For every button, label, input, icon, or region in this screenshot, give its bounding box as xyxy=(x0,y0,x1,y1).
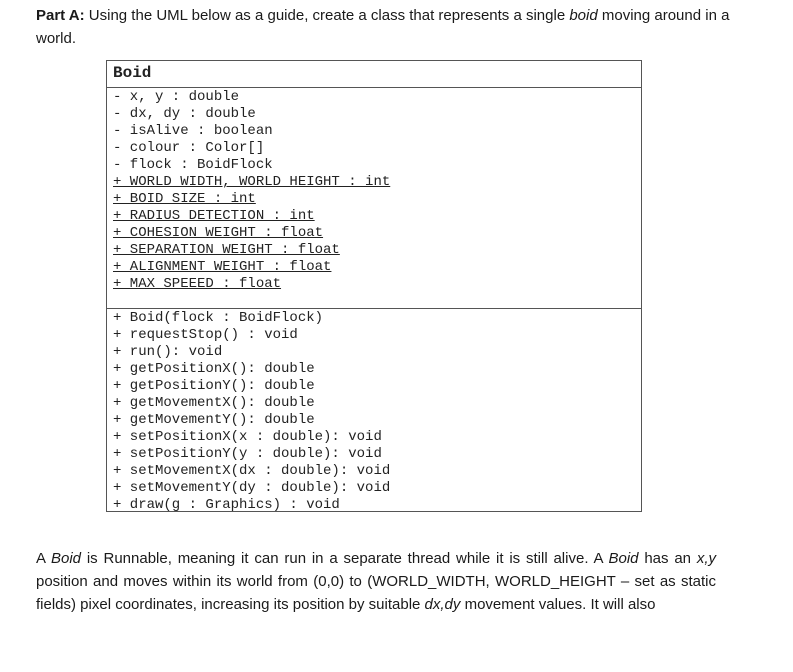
uml-class-diagram xyxy=(106,60,642,512)
uml-method: + getMovementY(): double xyxy=(113,412,315,428)
uml-attribute-text: - flock : BoidFlock xyxy=(113,157,273,173)
uml-method: + getPositionX(): double xyxy=(113,361,315,377)
intro-paragraph xyxy=(36,4,736,50)
uml-attribute-text: + ALIGNMENT WEIGHT : float xyxy=(113,259,332,275)
uml-attribute-text: + SEPARATION WEIGHT : float xyxy=(113,242,340,258)
uml-method: + setMovementX(dx : double): void xyxy=(113,463,391,479)
uml-attribute xyxy=(107,157,641,174)
uml-method: + getPositionY(): double xyxy=(113,378,315,394)
uml-attribute xyxy=(107,89,641,106)
outro-emphasis-3: x,y xyxy=(696,550,716,567)
uml-attribute xyxy=(107,174,641,191)
uml-attribute-text: - colour : Color[] xyxy=(113,140,265,156)
uml-attribute xyxy=(107,123,641,140)
uml-attribute-text: - dx, dy : double xyxy=(113,106,256,122)
intro-emphasis: boid xyxy=(569,7,598,24)
uml-method: + Boid(flock : BoidFlock) xyxy=(113,310,324,326)
intro-text-2: moving around in a world. xyxy=(36,7,730,47)
description-paragraph xyxy=(36,547,716,616)
uml-attribute-text: + BOID SIZE : int xyxy=(113,191,256,207)
uml-method: + setMovementY(dy : double): void xyxy=(113,480,391,496)
uml-attribute-text: - x, y : double xyxy=(113,89,240,105)
uml-method: + setPositionY(y : double): void xyxy=(113,446,382,462)
outro-emphasis-2: Boid xyxy=(608,550,639,567)
uml-method: + run(): void xyxy=(113,344,223,360)
outro-text-2: is Runnable, meaning it can run in a separate thread while it is still alive. A xyxy=(81,550,609,567)
uml-methods xyxy=(107,309,641,514)
uml-attribute xyxy=(107,106,641,123)
uml-attribute xyxy=(107,276,641,293)
uml-attributes xyxy=(107,88,641,309)
uml-attribute xyxy=(107,242,641,259)
uml-method: + requestStop() : void xyxy=(113,327,298,343)
uml-attribute xyxy=(107,225,641,242)
outro-text-5: movement values. It will also xyxy=(460,596,656,613)
outro-text-4: position and moves within its world from (0,0) to (WORLD_WIDTH, WORLD_HEIGHT – set as static fields) pixel coordinates, increasing its position by suitable xyxy=(36,573,716,613)
uml-attribute xyxy=(107,191,641,208)
uml-attribute-text: + RADIUS DETECTION : int xyxy=(113,208,315,224)
uml-attribute-text: - isAlive : boolean xyxy=(113,123,273,139)
intro-text-1: Using the UML below as a guide, create a class that represents a single xyxy=(84,7,570,24)
outro-emphasis-4: dx,dy xyxy=(424,596,461,613)
outro-emphasis-1: Boid xyxy=(51,550,82,567)
uml-attribute-text: + WORLD WIDTH, WORLD HEIGHT : int xyxy=(113,174,391,190)
uml-attribute-text: + COHESION WEIGHT : float xyxy=(113,225,324,241)
uml-attribute xyxy=(107,140,641,157)
uml-attribute xyxy=(107,208,641,225)
outro-text-1: A xyxy=(36,550,51,567)
uml-class-name: Boid xyxy=(107,61,641,88)
uml-method: + getMovementX(): double xyxy=(113,395,315,411)
uml-attribute xyxy=(107,259,641,276)
uml-method: + draw(g : Graphics) : void xyxy=(113,497,340,513)
uml-method: + setPositionX(x : double): void xyxy=(113,429,382,445)
uml-attribute-text: + MAX SPEEED : float xyxy=(113,276,282,292)
outro-text-3: has an xyxy=(638,550,697,567)
part-label: Part A: xyxy=(36,7,85,24)
